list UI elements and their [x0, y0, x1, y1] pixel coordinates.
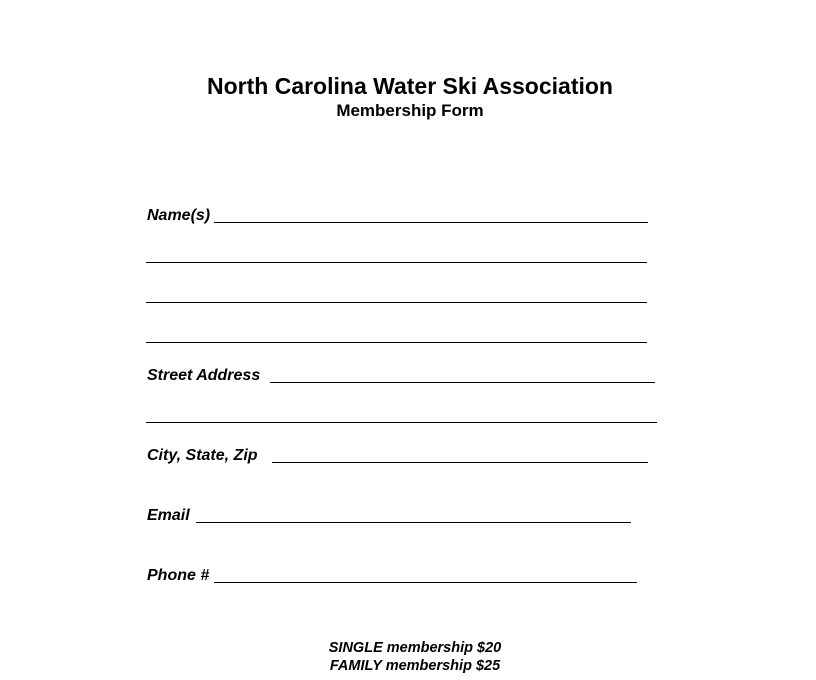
names-field-line-2[interactable]: [146, 262, 647, 263]
single-membership-price: SINGLE membership $20: [328, 640, 502, 656]
street-address-label: Street Address: [147, 367, 261, 384]
email-field-line[interactable]: [196, 522, 631, 523]
page-subtitle: Membership Form: [336, 101, 484, 120]
names-field-line-1[interactable]: [214, 222, 648, 223]
street-address-field-line-1[interactable]: [270, 382, 655, 383]
page-title: North Carolina Water Ski Association: [207, 73, 613, 99]
family-membership-price: FAMILY membership $25: [329, 658, 501, 674]
street-address-field-line-2[interactable]: [146, 422, 657, 423]
email-label: Email: [147, 507, 190, 524]
names-field-line-3[interactable]: [146, 302, 647, 303]
city-state-zip-field-line[interactable]: [272, 462, 648, 463]
names-field-line-4[interactable]: [146, 342, 647, 343]
names-label: Name(s): [147, 207, 211, 224]
phone-field-line[interactable]: [214, 582, 637, 583]
phone-label: Phone #: [147, 567, 210, 584]
city-state-zip-label: City, State, Zip: [147, 447, 258, 464]
